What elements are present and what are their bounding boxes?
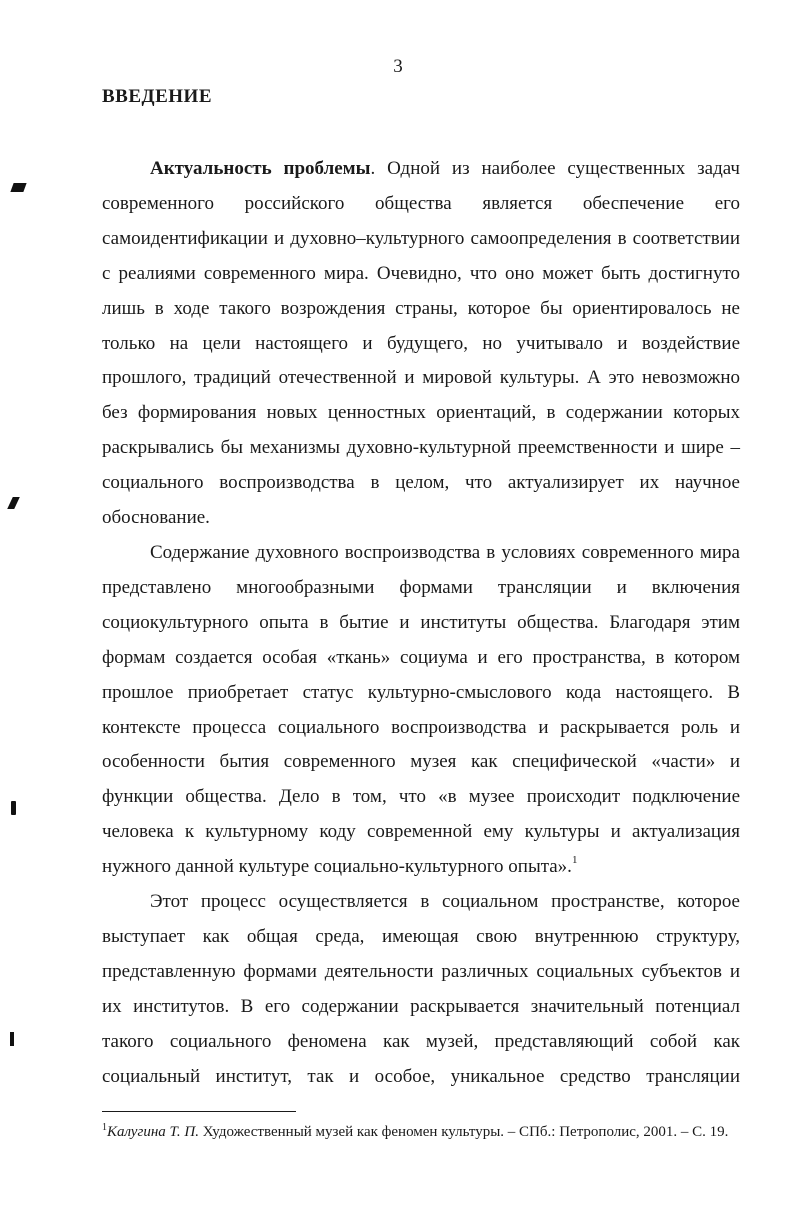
footnote-reference[interactable]: 1	[571, 854, 578, 867]
section-heading: ВВЕДЕНИЕ	[102, 86, 212, 107]
scan-mark-4	[10, 1032, 14, 1046]
relevance-lead: Актуальность проблемы	[150, 158, 371, 179]
scan-mark-1	[10, 183, 26, 192]
page-number: 3	[393, 56, 403, 77]
footnote	[102, 1122, 762, 1142]
social-space-text: Этот процесс осуществляется в социальном пространстве, которое выступает как общая среда, имеющая свою внутреннюю структуру, представленную формами деятельности различных социальных субъектов и их институтов. В его содержании раскрывается значительный потенциал такого социального феномена как музей, представляющий собой как социальный институт, так и особое, уникальное средство трансляции	[102, 891, 740, 1087]
relevance-text: . Одной из наиболее существенных задач современного российского общества является обеспечение его самоидентификации и духовно–культурного самоопределения в соответствии с реалиями современного мира. Очевидно, что оно может быть достигнуто лишь в ходе такого возрождения страны, которое бы ориентировалось не только на цели настоящего и будущего, но учитывало и воздействие прошлого, традиций отечественной и мировой культуры. А это невозможно без формирования новых ценностных ориентаций, в содержании которых раскрывались бы механизмы духовно-культурной преемственности и шире – социального воспроизводства в целом, что актуализирует их научное обоснование.	[102, 158, 740, 529]
paragraph-reproduction	[102, 536, 740, 885]
footnote-divider	[102, 1111, 296, 1112]
footnote-text: Художественный музей как феномен культуры. – СПб.: Петрополис, 2001. – С. 19.	[199, 1124, 729, 1140]
scan-mark-3	[11, 801, 16, 815]
body-text	[102, 152, 740, 1094]
footnote-author: Калугина Т. П.	[107, 1124, 199, 1140]
footnote-mark: 1	[102, 1122, 107, 1133]
reproduction-text: Содержание духовного воспроизводства в условиях современного мира представлено многообразными формами трансляции и включения социокультурного опыта в бытие и институты общества. Благодаря этим формам создается особая «ткань» социума и его пространства, в котором прошлое приобретает статус культурно-смыслового кода настоящего. В контексте процесса социального воспроизводства и раскрывается роль и особенности бытия современного музея как специфической «части» и функции общества. Дело в том, что «в музее происходит подключение человека к культурному коду современной ему культуры и актуализация нужного данной культуре социально-культурного опыта».	[102, 541, 740, 878]
paragraph-social-space	[102, 885, 740, 1094]
paragraph-relevance	[102, 152, 740, 536]
scan-mark-2	[7, 497, 20, 509]
